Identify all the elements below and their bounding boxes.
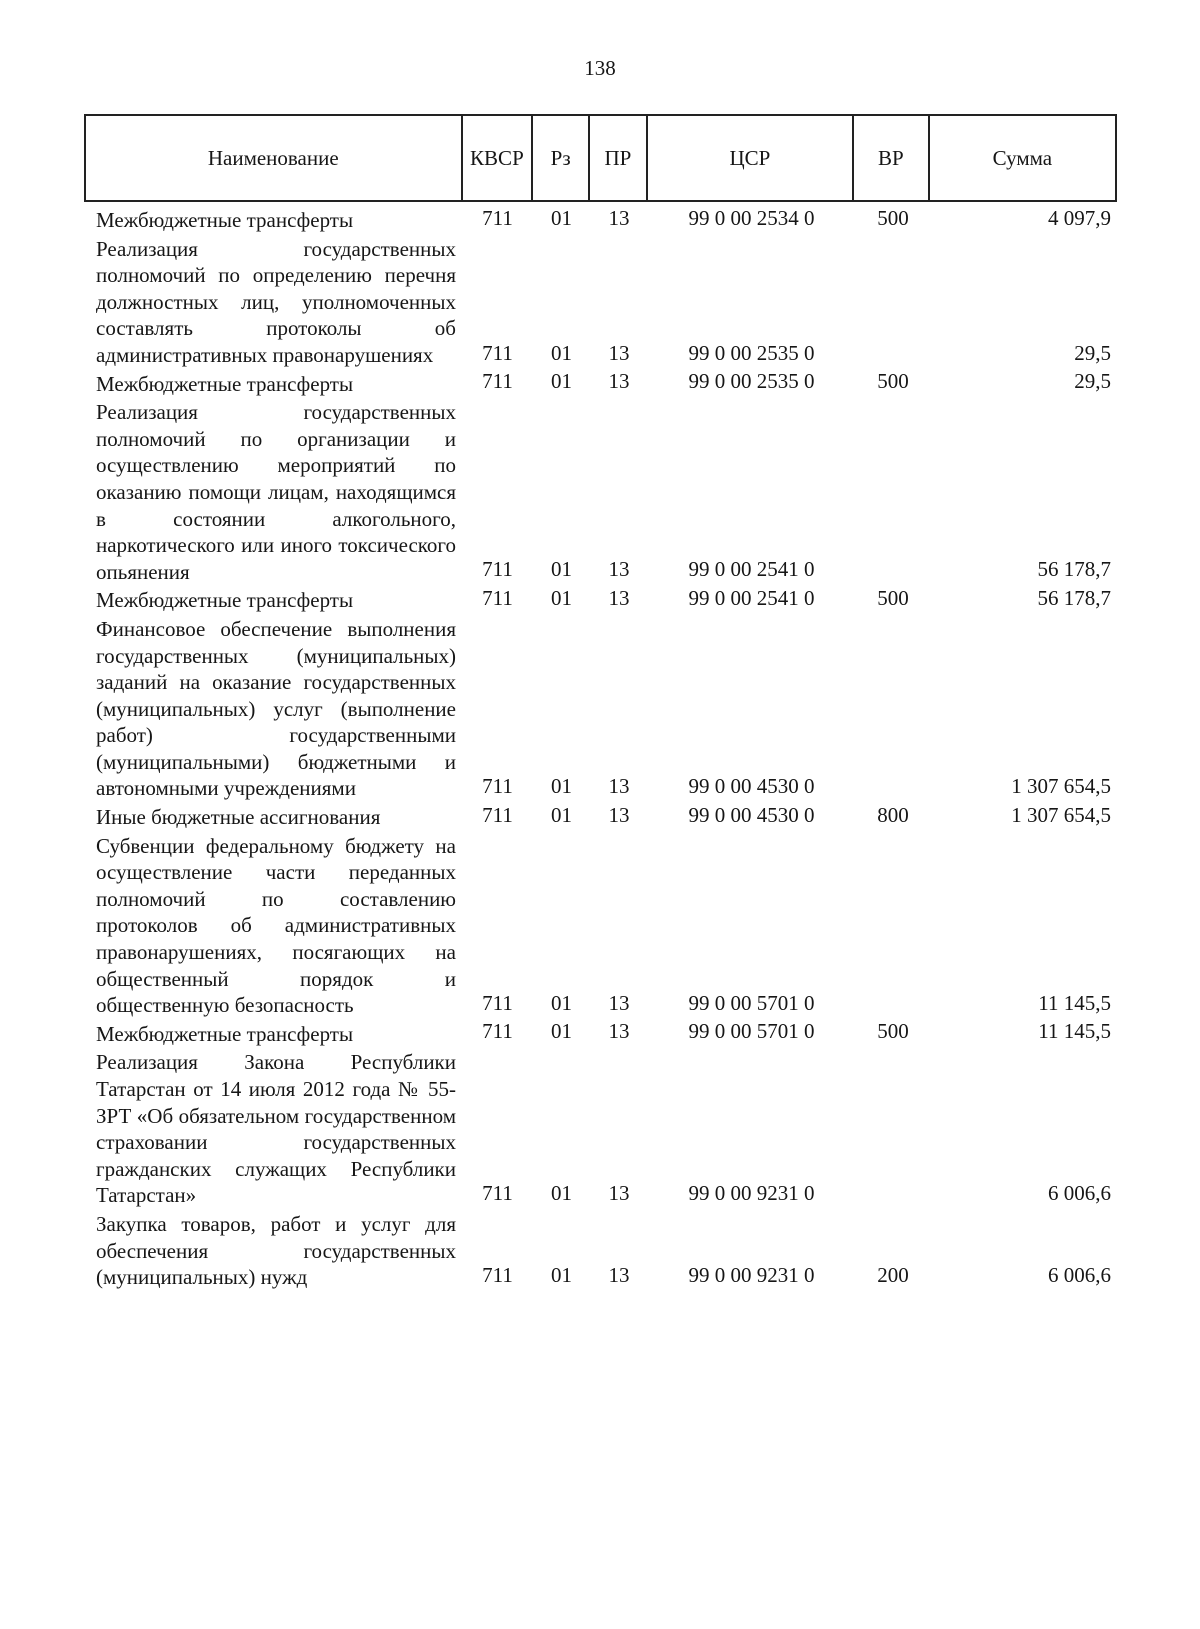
- cell-rz: 01: [551, 1262, 572, 1287]
- row-name: Реализация Закона Республики Татарстан от 14 июля 2012 года № 55-ЗРТ «Об обязательном государственном страховании государственных гражданских служащих Республики Татарстан»: [96, 1050, 456, 1208]
- cell-vr: 500: [877, 205, 909, 230]
- cell-vr: 500: [877, 1019, 909, 1044]
- cell-csr: 99 0 00 2535 0: [688, 340, 815, 365]
- header-name: Наименование: [86, 116, 463, 200]
- cell-csr: 99 0 00 5701 0: [688, 1019, 815, 1044]
- cell-rz: 01: [551, 585, 572, 610]
- cell-kvsr: 711: [482, 205, 513, 230]
- table-row: [84, 585, 1117, 614]
- cell-rz: 01: [551, 774, 572, 799]
- cell-pr: 13: [608, 1019, 630, 1044]
- cell-sum: 56 178,7: [1037, 585, 1111, 610]
- cell-rz: 01: [551, 990, 572, 1015]
- header-vr: ВР: [854, 116, 930, 200]
- cell-kvsr: 711: [482, 585, 513, 610]
- cell-csr: 99 0 00 5701 0: [688, 990, 815, 1015]
- row-name: Межбюджетные трансферты: [96, 588, 354, 613]
- header-rz: Рз: [533, 116, 590, 200]
- cell-pr: 13: [608, 340, 630, 365]
- cell-sum: 11 145,5: [1038, 1019, 1111, 1044]
- header-kvsr: КВСР: [463, 116, 534, 200]
- cell-sum: 6 006,6: [1048, 1262, 1111, 1287]
- cell-csr: 99 0 00 2535 0: [688, 369, 815, 394]
- cell-vr: 500: [877, 369, 909, 394]
- cell-kvsr: 711: [482, 557, 513, 582]
- cell-kvsr: 711: [482, 774, 513, 799]
- header-sum: Сумма: [992, 145, 1053, 170]
- row-name: Субвенции федеральному бюджету на осуществление части переданных полномочий по составлению протоколов об административных правонарушениях, посягающих на общественный порядок и общественную безопасность: [96, 833, 456, 1018]
- cell-sum: 29,5: [1074, 369, 1111, 394]
- cell-kvsr: 711: [482, 340, 513, 365]
- cell-sum: 56 178,7: [1037, 557, 1111, 582]
- cell-rz: 01: [551, 557, 572, 582]
- table-row: [84, 234, 1117, 369]
- cell-csr: 99 0 00 9231 0: [688, 1180, 815, 1205]
- table-row: [84, 831, 1117, 1019]
- row-name: Иные бюджетные ассигнования: [96, 805, 381, 830]
- cell-csr: 99 0 00 4530 0: [688, 802, 815, 827]
- cell-pr: 13: [608, 557, 630, 582]
- cell-rz: 01: [551, 1019, 572, 1044]
- table-header: [84, 114, 1117, 202]
- header-pr: ПР: [590, 116, 648, 200]
- table-row: [84, 205, 1117, 234]
- table-row: [84, 1047, 1117, 1209]
- cell-pr: 13: [608, 205, 630, 230]
- cell-pr: 13: [608, 585, 630, 610]
- cell-sum: 4 097,9: [1048, 205, 1111, 230]
- cell-sum: 29,5: [1074, 340, 1111, 365]
- table-row: [84, 802, 1117, 831]
- cell-pr: 13: [608, 774, 630, 799]
- row-name: Межбюджетные трансферты: [96, 1021, 354, 1046]
- cell-kvsr: 711: [482, 369, 513, 394]
- table-row: [84, 369, 1117, 398]
- table-row: [84, 614, 1117, 802]
- row-name: Реализация государственных полномочий по организации и осуществлению мероприятий по оказанию помощи лицам, находящимся в состоянии алкогольного, наркотического или иного токсического опьянения: [96, 400, 456, 584]
- cell-kvsr: 711: [482, 990, 513, 1015]
- cell-rz: 01: [551, 802, 572, 827]
- row-name: Межбюджетные трансферты: [96, 208, 354, 232]
- row-name: Реализация государственных полномочий по определению перечня должностных лиц, уполномоченных составлять протоколы об административных правонарушениях: [96, 236, 456, 367]
- cell-csr: 99 0 00 4530 0: [688, 774, 815, 799]
- cell-vr: 800: [877, 802, 909, 827]
- cell-sum: 6 006,6: [1048, 1180, 1111, 1205]
- cell-rz: 01: [551, 1180, 572, 1205]
- row-name: Финансовое обеспечение выполнения государственных (муниципальных) заданий на оказание государственных (муниципальных) услуг (выполнение работ) государственными (муниципальными) бюджетными и автономными учреждениями: [96, 616, 456, 801]
- cell-csr: 99 0 00 9231 0: [688, 1262, 815, 1287]
- table-row: [84, 1019, 1117, 1048]
- row-name: Межбюджетные трансферты: [96, 371, 354, 396]
- page-number: 138: [584, 56, 616, 80]
- cell-rz: 01: [551, 205, 572, 230]
- cell-csr: 99 0 00 2534 0: [688, 205, 815, 230]
- table-row: [84, 1209, 1117, 1291]
- cell-sum: 1 307 654,5: [1011, 802, 1111, 827]
- row-name: Закупка товаров, работ и услуг для обеспечения государственных (муниципальных) нужд: [96, 1211, 456, 1290]
- cell-sum: 1 307 654,5: [1011, 774, 1111, 799]
- cell-kvsr: 711: [482, 802, 513, 827]
- cell-pr: 13: [608, 990, 630, 1015]
- cell-csr: 99 0 00 2541 0: [688, 557, 815, 582]
- table-row: [84, 397, 1117, 585]
- cell-kvsr: 711: [482, 1019, 513, 1044]
- cell-kvsr: 711: [482, 1262, 513, 1287]
- cell-pr: 13: [608, 802, 630, 827]
- cell-pr: 13: [608, 1180, 630, 1205]
- cell-vr: 200: [877, 1262, 909, 1287]
- cell-vr: 500: [877, 585, 909, 610]
- cell-pr: 13: [608, 369, 630, 394]
- cell-rz: 01: [551, 340, 572, 365]
- cell-rz: 01: [551, 369, 572, 394]
- cell-csr: 99 0 00 2541 0: [688, 585, 815, 610]
- table-body: [84, 205, 1117, 1291]
- cell-sum: 11 145,5: [1038, 990, 1111, 1015]
- cell-kvsr: 711: [482, 1180, 513, 1205]
- cell-pr: 13: [608, 1262, 630, 1287]
- header-csr: ЦСР: [648, 116, 854, 200]
